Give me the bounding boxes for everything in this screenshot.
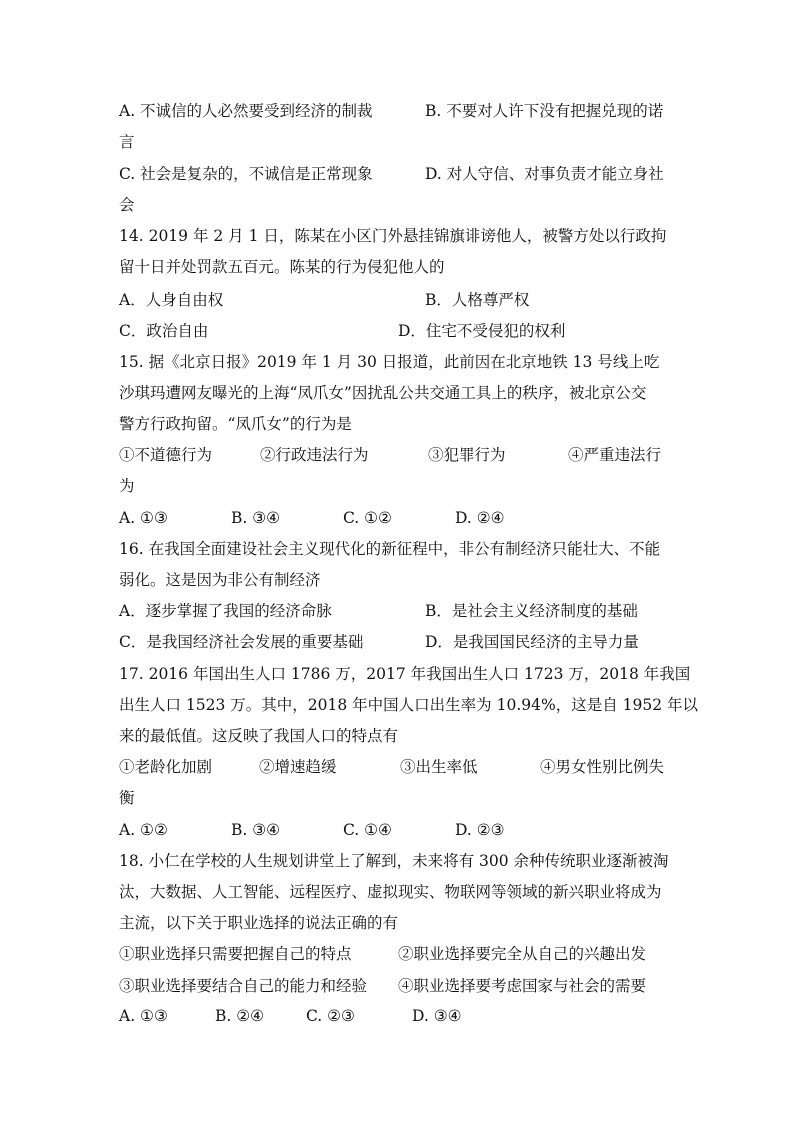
q18-item-2: ②职业选择要完全从自己的兴趣出发 [398,945,647,963]
q17-item-4-wrap: 衡 [119,789,135,807]
q14-stem-line2: 留十日并处罚款五百元。陈某的行为侵犯他人的 [119,258,445,276]
q13-option-b: B. 不要对人许下没有把握兑现的诺 [425,102,664,120]
q15-item-1: ①不道德行为 [119,446,213,464]
q16-stem-line2: 弱化。这是因为非公有制经济 [119,571,321,589]
q15-stem-line3: 警方行政拘留。“凤爪女”的行为是 [119,415,352,433]
q18-option-d: D. ③④ [412,1007,462,1025]
q17-option-d: D. ②③ [455,821,505,839]
q17-item-3: ③出生率低 [400,758,478,776]
q18-stem-line3: 主流，以下关于职业选择的说法正确的有 [119,914,399,932]
q15-stem-line2: 沙琪玛遭网友曝光的上海“凤爪女”因扰乱公共交通工具上的秩序，被北京公交 [119,384,647,402]
q17-item-1: ①老龄化加剧 [119,758,213,776]
q17-option-c: C. ①④ [343,821,392,839]
q18-item-4: ④职业选择要考虑国家与社会的需要 [398,977,647,995]
q17-stem-line2: 出生人口 1523 万。其中，2018 年中国人口出生率为 10.94%，这是自 1952 年以 [119,696,699,714]
q15-option-c: C. ①② [343,509,392,527]
q14-option-d: D．住宅不受侵犯的权利 [398,322,566,340]
q17-option-b: B. ③④ [231,821,281,839]
q18-option-c: C. ②③ [306,1007,355,1025]
q16-option-b: B．是社会主义经济制度的基础 [425,602,638,620]
q18-option-a: A. ①③ [119,1007,168,1025]
q15-item-3: ③犯罪行为 [428,446,506,464]
q16-option-a: A．逐步掌握了我国的经济命脉 [119,602,332,620]
q13-option-c: C. 社会是复杂的，不诚信是正常现象 [119,165,373,183]
q18-stem-line1: 18. 小仁在学校的人生规划讲堂上了解到，未来将有 300 余种传统职业逐渐被淘 [119,852,669,870]
q14-stem-line1: 14. 2019 年 2 月 1 日，陈某在小区门外悬挂锦旗诽谤他人，被警方处以行政拘 [119,227,667,245]
q14-option-c: C．政治自由 [119,322,209,340]
q17-item-4: ④男女性别比例失 [540,758,665,776]
q17-item-2: ②增速趋缓 [259,758,337,776]
q14-option-b: B．人格尊严权 [425,291,530,309]
q15-item-4: ④严重违法行 [568,446,662,464]
q18-item-3: ③职业选择要结合自己的能力和经验 [119,977,368,995]
q13-option-b-wrap: 言 [119,133,135,151]
q18-stem-line2: 汰，大数据、人工智能、远程医疗、虚拟现实、物联网等领域的新兴职业将成为 [119,883,662,901]
q15-item-2: ②行政违法行为 [260,446,369,464]
q15-item-4-wrap: 为 [119,477,135,495]
q18-option-b: B. ②④ [215,1007,265,1025]
q13-option-a: A. 不诚信的人必然要受到经济的制裁 [119,102,373,120]
q15-option-d: D. ②④ [455,509,505,527]
q15-stem-line1: 15. 据《北京日报》2019 年 1 月 30 日报道，此前因在北京地铁 13 号线上吃 [119,353,660,371]
q13-option-d-wrap: 会 [119,196,135,214]
q16-option-d: D．是我国国民经济的主导力量 [425,633,639,651]
q17-option-a: A. ①② [119,821,168,839]
q13-option-d: D. 对人守信、对事负责才能立身社 [425,165,664,183]
q14-option-a: A．人身自由权 [119,291,224,309]
q15-option-a: A. ①③ [119,509,168,527]
q15-option-b: B. ③④ [231,509,281,527]
q16-stem-line1: 16. 在我国全面建设社会主义现代化的新征程中，非公有制经济只能壮大、不能 [119,540,661,558]
q18-item-1: ①职业选择只需要把握自己的特点 [119,945,352,963]
q16-option-c: C．是我国经济社会发展的重要基础 [119,633,364,651]
q17-stem-line1: 17. 2016 年国出生人口 1786 万，2017 年我国出生人口 1723 万，2018 年我国 [119,665,691,683]
q17-stem-line3: 来的最低值。这反映了我国人口的特点有 [119,727,399,745]
